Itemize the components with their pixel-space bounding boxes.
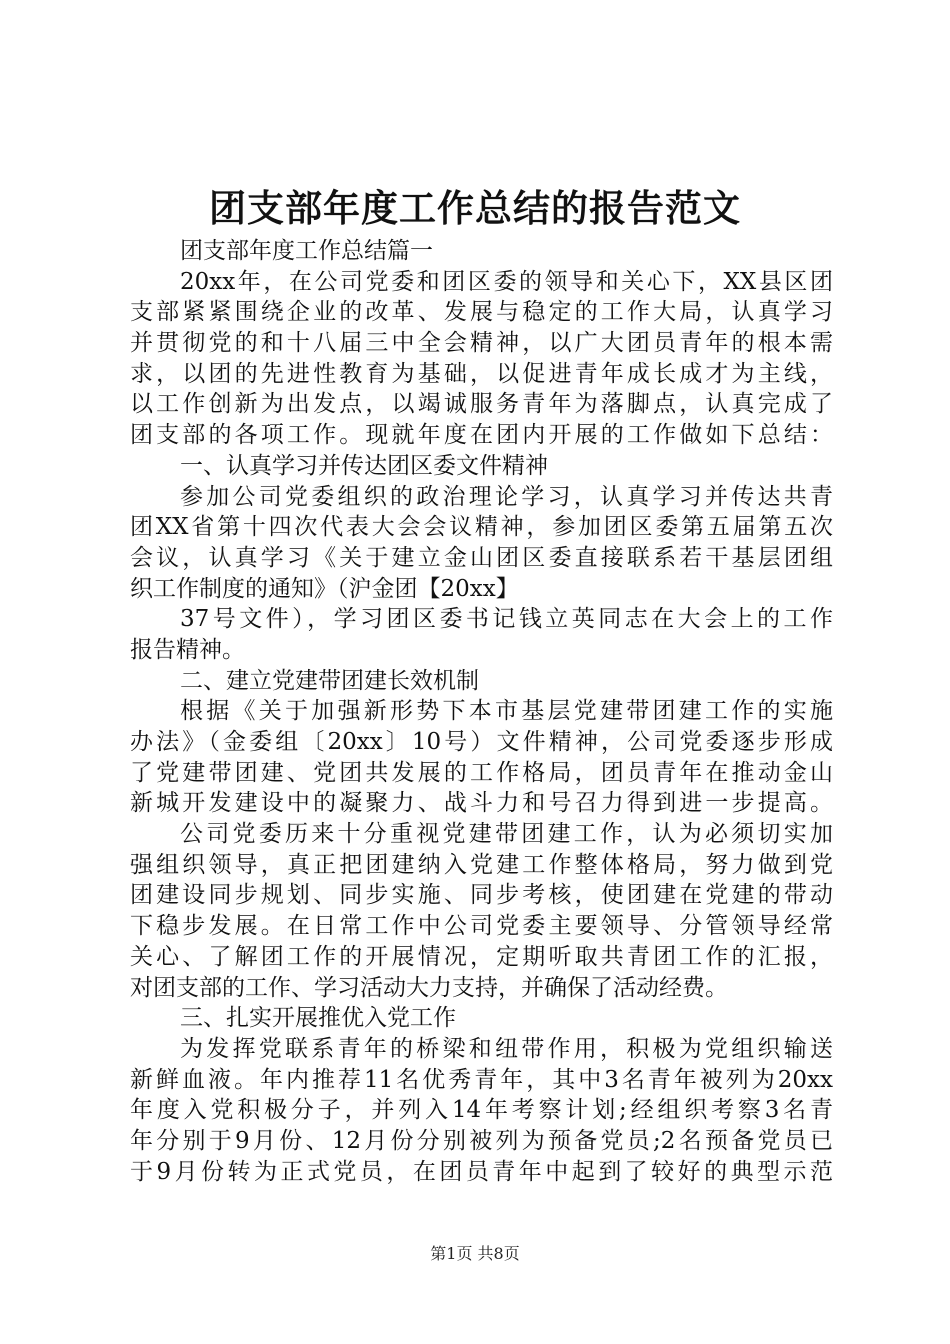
paragraph-line: 公司党委历来十分重视党建带团建工作，认为必须切实加: [180, 821, 833, 848]
section-heading: 一、认真学习并传达团区委文件精神: [180, 452, 548, 479]
paragraph-line: 对团支部的工作、学习活动大力支持，并确保了活动经费。: [130, 974, 728, 1001]
paragraph-line: 了党建带团建、党团共发展的工作格局，团员青年在推动金山: [130, 759, 833, 786]
paragraph-line: 参加公司党委组织的政治理论学习，认真学习并传达共青: [180, 483, 833, 510]
paragraph-line: 以工作创新为出发点，以竭诚服务青年为落脚点，认真完成了: [130, 391, 833, 418]
paragraph-line: 会议，认真学习《关于建立金山团区委直接联系若干基层团组: [130, 544, 833, 571]
paragraph-line: 于9月份转为正式党员，在团员青年中起到了较好的典型示范: [130, 1158, 833, 1185]
section-heading: 二、建立党建带团建长效机制: [180, 667, 479, 694]
paragraph-line: 团XX省第十四次代表大会会议精神，参加团区委第五届第五次: [130, 514, 833, 541]
paragraph-line: 为发挥党联系青年的桥梁和纽带作用，积极为党组织输送: [180, 1035, 833, 1062]
paragraph-line: 年度入党积极分子，并列入14年考察计划;经组织考察3名青: [130, 1097, 833, 1124]
paragraph-line: 团支部的各项工作。现就年度在团内开展的工作做如下总结：: [130, 422, 833, 449]
paragraph-line: 并贯彻党的和十八届三中全会精神，以广大团员青年的根本需: [130, 330, 833, 357]
paragraph-line: 强组织领导，真正把团建纳入党建工作整体格局，努力做到党: [130, 851, 833, 878]
paragraph-line: 新鲜血液。年内推荐11名优秀青年，其中3名青年被列为20xx: [130, 1066, 833, 1093]
paragraph-line: 下稳步发展。在日常工作中公司党委主要领导、分管领导经常: [130, 913, 833, 940]
paragraph-line: 37号文件），学习团区委书记钱立英同志在大会上的工作: [180, 606, 833, 633]
paragraph-line: 年分别于9月份、12月份分别被列为预备党员;2名预备党员已: [130, 1127, 833, 1154]
section-heading: 团支部年度工作总结篇一: [180, 238, 433, 264]
paragraph-line: 织工作制度的通知》（沪金团【20xx】: [130, 575, 519, 602]
paragraph-line: 新城开发建设中的凝聚力、战斗力和号召力得到进一步提高。: [130, 790, 833, 817]
document-body: [130, 236, 833, 1187]
paragraph-line: 20xx年，在公司党委和团区委的领导和关心下，XX县区团: [180, 268, 833, 295]
paragraph-line: 团建设同步规划、同步实施、同步考核，使团建在党建的带动: [130, 882, 833, 909]
paragraph-line: 办法》（金委组〔20xx〕10号）文件精神，公司党委逐步形成: [130, 729, 833, 755]
paragraph-line: 关心、了解团工作的开展情况，定期听取共青团工作的汇报，: [130, 943, 833, 970]
section-heading: 三、扎实开展推优入党工作: [180, 1005, 456, 1032]
document-title: 团支部年度工作总结的报告范文: [209, 186, 741, 230]
paragraph-line: 根据《关于加强新形势下本市基层党建带团建工作的实施: [180, 698, 833, 725]
paragraph-line: 支部紧紧围绕企业的改革、发展与稳定的工作大局，认真学习: [130, 299, 833, 326]
page-footer: 第1页 共8页: [430, 1244, 520, 1263]
paragraph-line: 报告精神。: [130, 636, 245, 663]
paragraph-line: 求，以团的先进性教育为基础，以促进青年成长成才为主线，: [130, 360, 833, 387]
